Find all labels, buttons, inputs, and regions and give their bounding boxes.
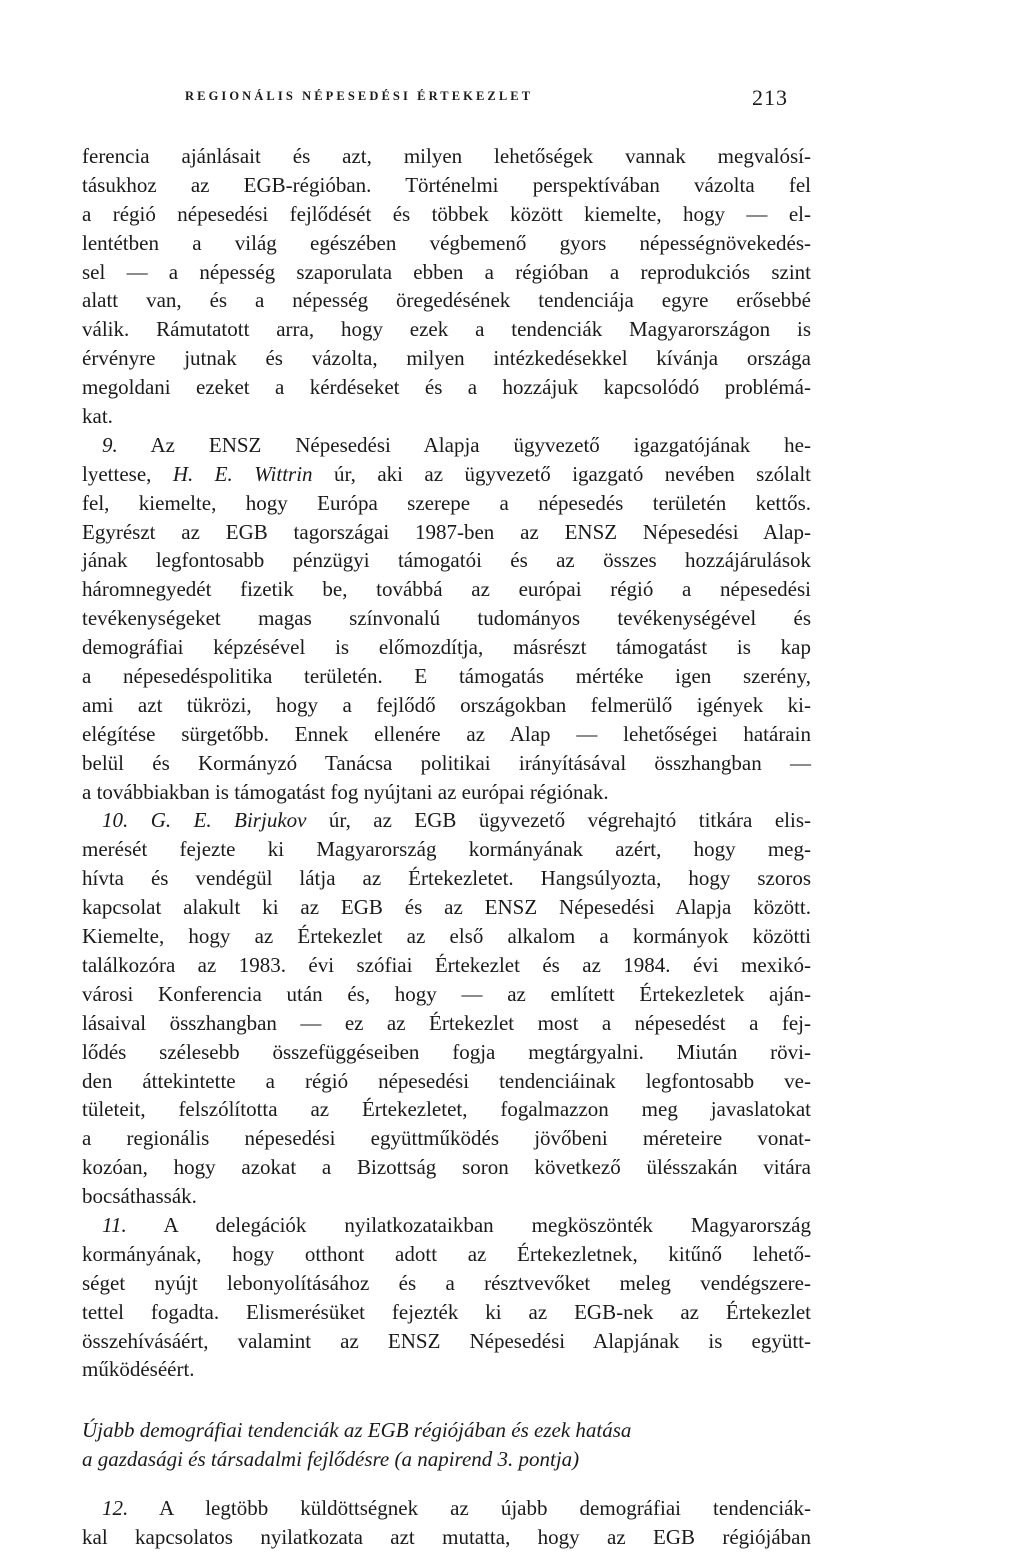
paragraph-number: 10. bbox=[102, 808, 129, 833]
section-heading bbox=[82, 1416, 811, 1474]
spacer bbox=[82, 1384, 811, 1416]
running-head: REGIONÁLIS NÉPESEDÉSI ÉRTEKEZLET bbox=[185, 89, 534, 103]
text-line: a régió népesedési fejlődését és többek között kiemelte, hogy — el- bbox=[82, 201, 811, 226]
text-line: összehívásáért, valamint az ENSZ Népesedési Alapjának is együtt- bbox=[82, 1328, 811, 1353]
text-line: városi Konferencia után és, hogy — az említett Értekezletek aján- bbox=[82, 981, 811, 1006]
text-line: bocsáthassák. bbox=[82, 1184, 197, 1209]
text-line bbox=[82, 1211, 811, 1240]
text-line bbox=[82, 806, 811, 835]
text-line: érvényre jutnak és vázolta, milyen intézkedésekkel kívánja országa bbox=[82, 346, 811, 371]
speaker-name: H. E. Wittrin bbox=[172, 461, 313, 486]
paragraph-number: 12. bbox=[102, 1496, 129, 1521]
text-line: ferencia ajánlásait és azt, milyen lehetőségek vannak megvalósí- bbox=[82, 144, 811, 168]
text-line: kozóan, hogy azokat a Bizottság soron következő ülésszakán vitára bbox=[82, 1155, 811, 1180]
text-run: lyettese, bbox=[82, 461, 173, 486]
text-line: séget nyújt lebonyolításához és a résztvevőket meleg vendégszere- bbox=[82, 1270, 811, 1295]
paragraph-12 bbox=[82, 1494, 811, 1552]
text-line: merését fejezte ki Magyarország kormányának azért, hogy meg- bbox=[82, 837, 811, 862]
paragraph-10 bbox=[82, 806, 811, 1210]
paragraph-11 bbox=[82, 1211, 811, 1384]
text-line: tületeit, felszólította az Értekezletet, fogalmazzon meg javaslatokat bbox=[82, 1097, 811, 1122]
text-line: háromnegyedét fizetik be, továbbá az európai régió a népesedési bbox=[82, 577, 811, 602]
text-line: sel — a népesség szaporulata ebben a régióban a reprodukciós szint bbox=[82, 259, 811, 284]
text-line: belül és Kormányzó Tanácsa politikai irányításával összhangban — bbox=[82, 750, 811, 775]
text-line: kal kapcsolatos nyilatkozata azt mutatta, hogy az EGB régiójában bbox=[82, 1524, 811, 1549]
text-line: alatt van, és a népesség öregedésének tendenciája egyre erősebbé bbox=[82, 288, 811, 313]
text-line: lentétben a világ egészében végbemenő gyors népességnövekedés- bbox=[82, 230, 811, 255]
text-line: Kiemelte, hogy az Értekezlet az első alkalom a kormányok közötti bbox=[82, 924, 811, 949]
text-line: kat. bbox=[82, 404, 113, 429]
text-line: megoldani ezeket a kérdéseket és a hozzájuk kapcsolódó problémá- bbox=[82, 375, 811, 400]
text-run: A delegációk nyilatkozataikban megköszönték Magyarország bbox=[126, 1212, 811, 1237]
text-run: úr, aki az ügyvezető igazgató nevében szólalt bbox=[312, 461, 811, 486]
paragraph-continued bbox=[82, 142, 811, 431]
text-line: a népesedéspolitika területén. E támogatás mértéke igen szerény, bbox=[82, 664, 811, 689]
paragraph-9 bbox=[82, 431, 811, 807]
text-line: válik. Rámutatott arra, hogy ezek a tendenciák Magyarországon is bbox=[82, 317, 811, 342]
text-line: a regionális népesedési együttműködés jövőbeni méreteire vonat- bbox=[82, 1126, 811, 1151]
text-line: den áttekintette a régió népesedési tendenciáinak legfontosabb ve- bbox=[82, 1068, 811, 1093]
text-line: hívta és vendégül látja az Értekezletet. Hangsúlyozta, hogy szoros bbox=[82, 866, 811, 891]
text-line: ami azt tükrözi, hogy a fejlődő országokban felmerülő igények ki- bbox=[82, 692, 811, 717]
text-line: fel, kiemelte, hogy Európa szerepe a népesedés területén kettős. bbox=[82, 490, 811, 515]
text-line: jának legfontosabb pénzügyi támogatói és az összes hozzájárulások bbox=[82, 548, 811, 573]
text-run: úr, az EGB ügyvezető végrehajtó titkára elis- bbox=[306, 808, 811, 833]
paragraph-number: 11. bbox=[102, 1212, 127, 1237]
paragraph-number: 9. bbox=[102, 432, 118, 457]
text-run: Az ENSZ Népesedési Alapja ügyvezető igazgatójának he- bbox=[117, 432, 811, 457]
page-number: 213 bbox=[752, 85, 788, 110]
speaker-name: G. E. Birjukov bbox=[150, 808, 307, 833]
text-line: lődés szélesebb összefüggéseiben fogja megtárgyalni. Miután rövi- bbox=[82, 1039, 811, 1064]
text-line: kapcsolat alakult ki az EGB és az ENSZ Népesedési Alapja között. bbox=[82, 895, 811, 920]
text-line: lásaival összhangban — ez az Értekezlet most a népesedést a fej- bbox=[82, 1010, 811, 1035]
text-line bbox=[82, 431, 811, 460]
text-line: tásukhoz az EGB-régióban. Történelmi perspektívában vázolta fel bbox=[82, 172, 811, 197]
text-run: A legtöbb küldöttségnek az újabb demográfiai tendenciák- bbox=[128, 1496, 811, 1521]
body-text bbox=[82, 142, 811, 1552]
text-line: tevékenységeket magas színvonalú tudományos tevékenységével és bbox=[82, 606, 811, 631]
text-line: tettel fogadta. Elismerésüket fejezték ki az EGB-nek az Értekezlet bbox=[82, 1299, 811, 1324]
spacer bbox=[82, 1474, 811, 1494]
text-line: találkozóra az 1983. évi szófiai Értekezlet és az 1984. évi mexikó- bbox=[82, 952, 811, 977]
text-line bbox=[82, 460, 811, 489]
text-line: elégítése sürgetőbb. Ennek ellenére az Alap — lehetőségei határain bbox=[82, 721, 811, 746]
text-line: demográfiai képzésével is előmozdítja, másrészt támogatást is kap bbox=[82, 635, 811, 660]
text-line: a továbbiakban is támogatást fog nyújtani az európai régiónak. bbox=[82, 779, 609, 804]
text-line: működéséért. bbox=[82, 1357, 195, 1382]
text-line: Egyrészt az EGB tagországai 1987-ben az ENSZ Népesedési Alap- bbox=[82, 519, 811, 544]
heading-line: a gazdasági és társadalmi fejlődésre (a napirend 3. pontja) bbox=[82, 1447, 580, 1472]
heading-line: Újabb demográfiai tendenciák az EGB régiójában és ezek hatása bbox=[82, 1418, 632, 1443]
text-line: kormányának, hogy otthont adott az Értekezletnek, kitűnő lehető- bbox=[82, 1241, 811, 1266]
